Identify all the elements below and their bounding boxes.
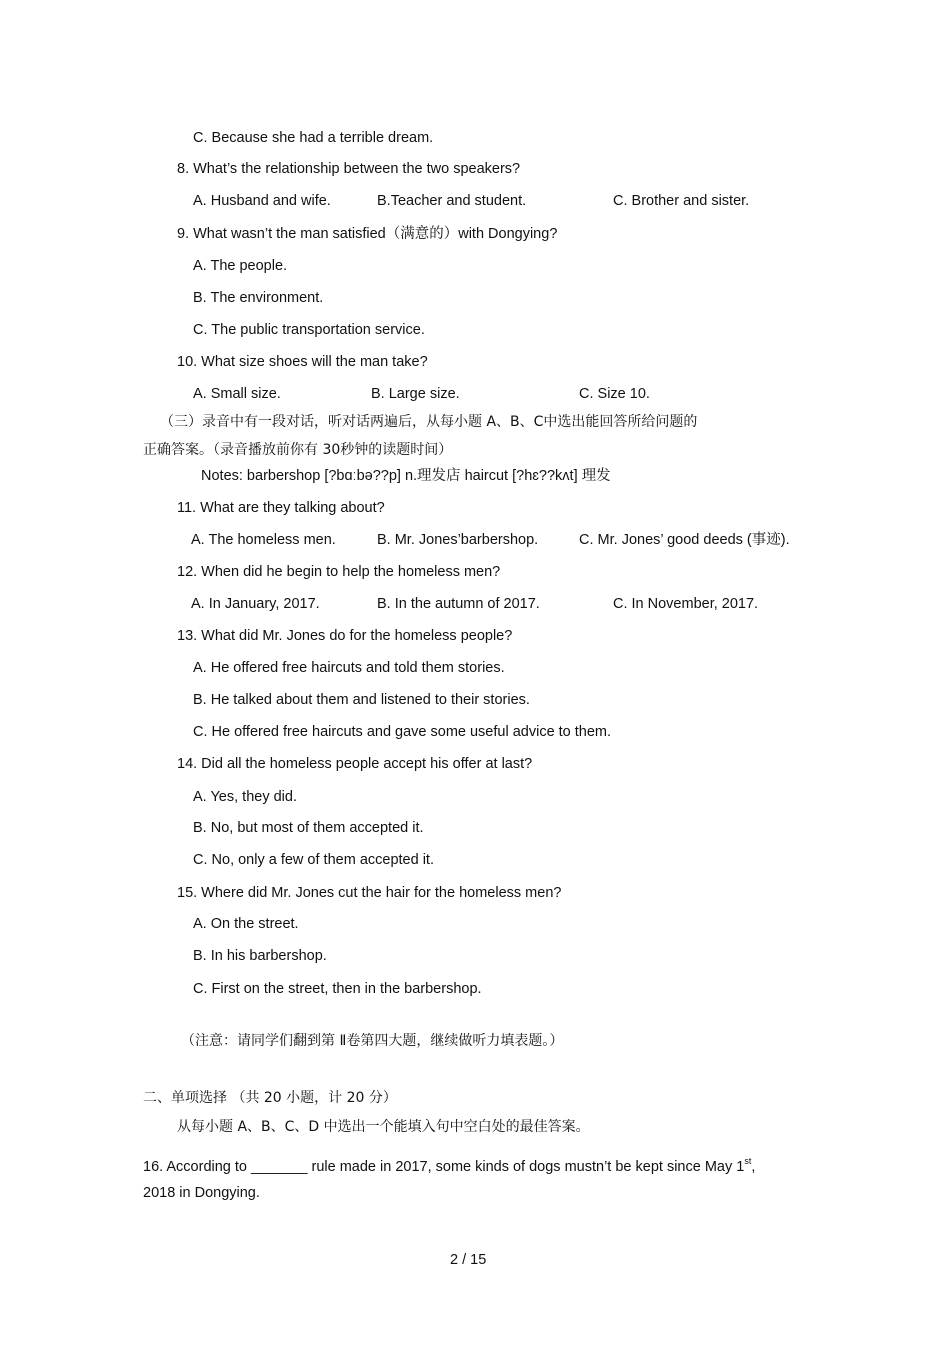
q13-question: 13. What did Mr. Jones do for the homeless people? [177, 628, 513, 644]
q16-question [143, 1152, 755, 1176]
q15-option-b: B. In his barbershop. [193, 948, 327, 964]
q8-option-c: C. Brother and sister. [613, 193, 750, 209]
q10-option-a: A. Small size. [193, 386, 281, 402]
q8-question: 8. What’s the relationship between the two speakers? [177, 161, 521, 177]
q15-option-c: C. First on the street, then in the barbershop. [193, 981, 482, 997]
q12-option-c: C. In November, 2017. [613, 596, 759, 612]
q16-comma: , [751, 1159, 756, 1175]
q12-option-b: B. In the autumn of 2017. [377, 596, 540, 612]
q12-question: 12. When did he begin to help the homeless men? [177, 564, 501, 580]
q13-option-b: B. He talked about them and listened to their stories. [193, 692, 530, 708]
q9-option-a: A. The people. [193, 258, 288, 274]
part2-heading: 二、单项选择 （共 20 小题，计 20 分） [143, 1090, 397, 1106]
q16-question-cont: 2018 in Dongying. [143, 1185, 260, 1201]
section3-instructions: （三）录音中有一段对话，听对话两遍后，从每小题 A、B、C中选出能回答所给问题的 [160, 414, 698, 430]
q15-question: 15. Where did Mr. Jones cut the hair for the homeless men? [177, 885, 562, 901]
vocabulary-notes: Notes: barbershop [?bɑːbə??p] n.理发店 haircut [?hɛ??kʌt] 理发 [201, 468, 611, 484]
q11-option-c: C. Mr. Jones’ good deeds (事迹). [579, 532, 790, 548]
q11-option-b: B. Mr. Jones’barbershop. [377, 532, 539, 548]
q14-option-a: A. Yes, they did. [193, 789, 297, 805]
q14-option-b: B. No, but most of them accepted it. [193, 820, 424, 836]
q9-option-b: B. The environment. [193, 290, 324, 306]
q14-question: 14. Did all the homeless people accept his offer at last? [177, 756, 533, 772]
q14-option-c: C. No, only a few of them accepted it. [193, 852, 434, 868]
q10-option-b: B. Large size. [371, 386, 460, 402]
q9-option-c: C. The public transportation service. [193, 322, 425, 338]
q11-question: 11. What are they talking about? [177, 500, 385, 516]
q9-question: 9. What wasn’t the man satisfied（满意的）with Dongying? [177, 226, 558, 242]
attention-note: （注意：请同学们翻到第 Ⅱ卷第四大题，继续做听力填表题。） [181, 1033, 564, 1049]
q13-option-c: C. He offered free haircuts and gave some useful advice to them. [193, 724, 612, 740]
q11-option-a: A. The homeless men. [191, 532, 336, 548]
q13-option-a: A. He offered free haircuts and told them stories. [193, 660, 505, 676]
q16-text: 16. According to _______ rule made in 2017, some kinds of dogs mustn’t be kept since May 1 [143, 1159, 745, 1175]
q15-option-a: A. On the street. [193, 916, 299, 932]
q10-option-c: C. Size 10. [579, 386, 650, 402]
q8-option-a: A. Husband and wife. [193, 193, 331, 209]
q12-option-a: A. In January, 2017. [191, 596, 320, 612]
q7-option-c: C. Because she had a terrible dream. [193, 130, 434, 146]
q16-superscript: st [744, 1156, 752, 1166]
q8-option-b: B.Teacher and student. [377, 193, 527, 209]
part2-instructions: 从每小题 A、B、C、D 中选出一个能填入句中空白处的最佳答案。 [177, 1119, 590, 1135]
q10-question: 10. What size shoes will the man take? [177, 354, 428, 370]
section3-instructions-cont: 正确答案。（录音播放前你有 30秒钟的读题时间） [143, 442, 453, 458]
page-number: 2 / 15 [450, 1252, 487, 1268]
